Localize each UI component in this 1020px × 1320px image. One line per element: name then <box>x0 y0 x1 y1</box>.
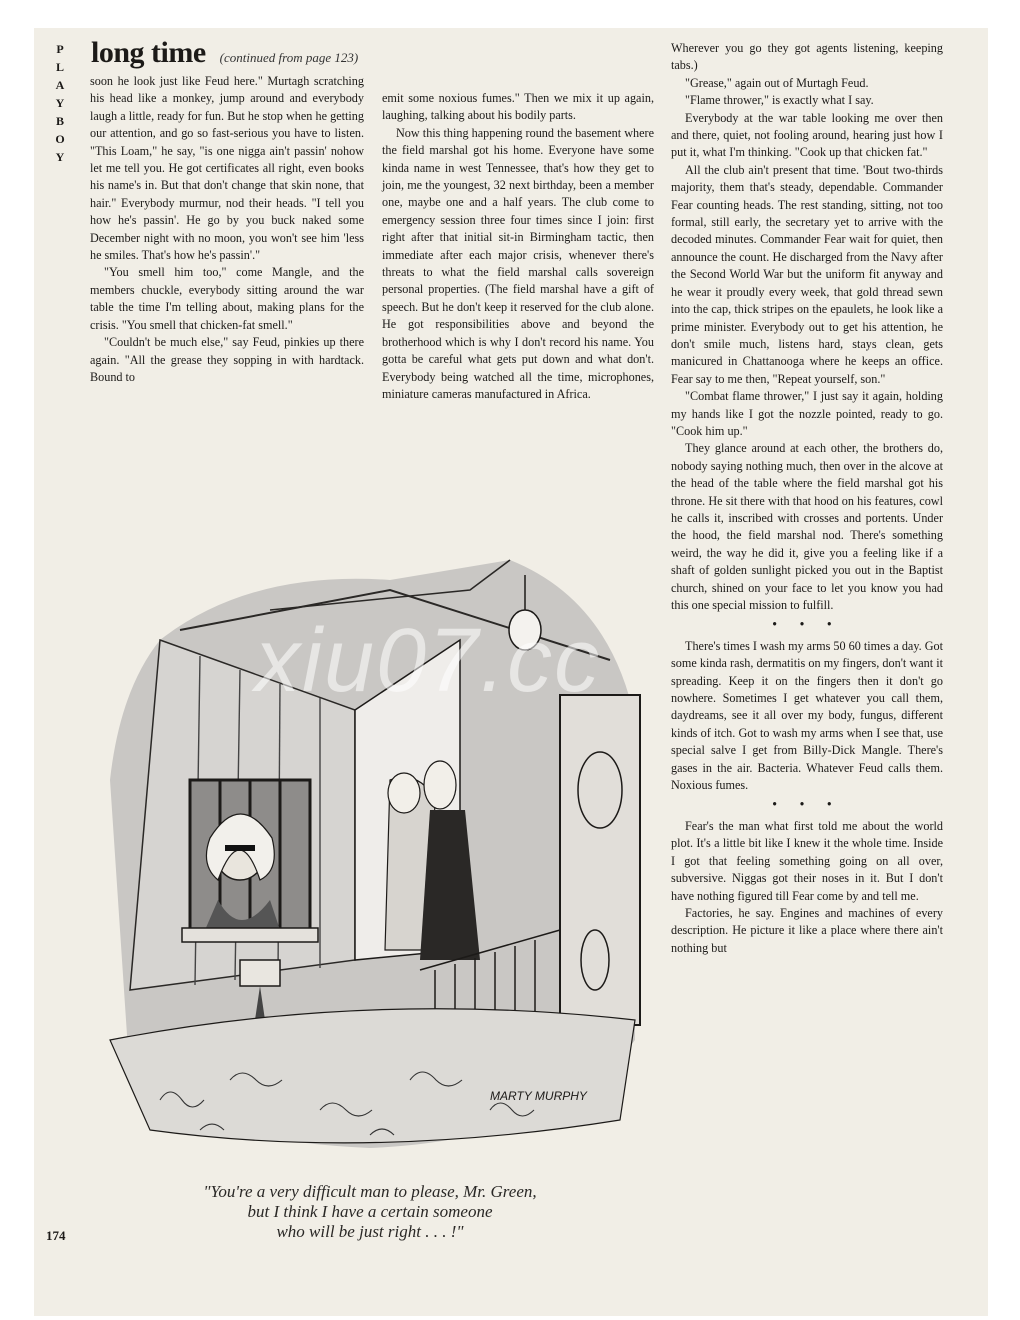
section-separator: • • • <box>772 797 842 812</box>
paragraph: "Couldn't be much else," say Feud, pinkies up there again. "All the grease they sopping in with hardtack. Bound to <box>90 335 364 384</box>
magazine-letter: Y <box>55 150 65 164</box>
magazine-letter: L <box>55 60 64 74</box>
magazine-letter: A <box>55 78 65 92</box>
watermark: xiu07.cc <box>255 611 602 711</box>
artist-signature: MARTY MURPHY <box>490 1089 587 1103</box>
paragraph: They glance around at each other, the brothers do, nobody saying nothing much, then over in the alcove at the head of the table where the field marshal got his throne. He sit there with that hood on his features, cowl he calls it, inscribed with crosses and portents. Under the hood, the field marshal nod. There's something weird, the way he did it, give you a feeling like if a shaft of golden sunlight picked you out in the Baptist church, shined on your face to let you know you had this one special mission to fulfill. <box>671 441 943 612</box>
article-title: long time <box>91 36 206 69</box>
paragraph: "Combat flame thrower," I just say it again, holding my hands like I got the nozzle pointed, ready to go. "Cook him up." <box>671 389 943 438</box>
paragraph: Everybody at the war table looking me over then and there, quiet, not fooling around, hearing just how I put it, what I'm thinking. "Cook up that chicken fat." <box>671 110 943 160</box>
cartoon-illustration <box>90 520 650 1170</box>
magazine-name-vertical <box>51 40 69 166</box>
cartoon-caption <box>120 1182 620 1242</box>
paragraph: emit some noxious fumes." Then we mix it up again, laughing, talking about his bodily parts. <box>382 91 654 123</box>
magazine-letter: B <box>55 114 64 128</box>
caption-line: "You're a very difficult man to please, Mr. Green, <box>203 1182 537 1201</box>
section-separator: • • • <box>772 617 842 632</box>
paragraph: Now this thing happening round the basement where the field marshal got his home. Everyone have some kinda name in west Tennessee, that's how they get to join, me the youngest, 32 next birthday, been a member one, maybe one and a half years. The club come to emergency session three four times since I join: first right after that initial sit-in Birmingham tactic, then immediate after each major crisis, whenever there's threats to what the field marshal calls sovereign personal properties. (The field marshal have a gift of speech. But he don't keep it reserved for the club alone. He got responsibilities above and beyond the brotherhood which is why I don't record his name. You gotta be careful what gets put down and what don't. Everybody being watched all the time, microphones, miniature cameras manufactured in Africa. <box>382 125 654 401</box>
page-number: 174 <box>46 1228 66 1243</box>
text-column-3 <box>671 40 943 957</box>
paragraph: "Grease," again out of Murtagh Feud. <box>685 75 869 90</box>
paragraph: Wherever you go they got agents listening, keeping tabs.) <box>671 41 943 73</box>
paragraph: All the club ain't present that time. 'Bout two-thirds majority, them that's steady, dependable. Commander Fear counting heads. The rest standing, sitting, not too formal, still early, the secretary yet to arrive with the decoded minutes. Commander Fear wait for quiet, then announce the count. He discharged from the Navy after the Second World War but the uniform fit anyway and he wear it proudly every week, that gold thread sewn into the cap, thick stripes on the epaulets, he look like a prime minister. Everybody out to get his attention, he don't smile much, listens hard, stays clean, gets manicured in Chattanooga where he keeps an office. Fear say to me then, "Repeat yourself, son." <box>671 162 943 386</box>
text-column-1 <box>90 73 364 386</box>
caption-line: who will be just right . . . !" <box>276 1222 464 1241</box>
paragraph: "Flame thrower," is exactly what I say. <box>685 93 874 108</box>
magazine-letter: P <box>56 42 64 56</box>
paragraph: There's times I wash my arms 50 60 times a day. Got some kinda rash, dermatitis on my fingers, don't want it spreading. Keep it on the fingers then it don't go nowhere. Sometimes I get whatever you call them, daydreams, see it all over my body, fungus, different kinds of itch. Got to wash my arms when I see that, use special salve I get from Billy-Dick Mangle. There's gases in the air. Bacteria. Whatever Feud calls them. Noxious fumes. <box>671 638 943 793</box>
continued-note: (continued from page 123) <box>219 50 359 65</box>
paragraph: soon he look just like Feud here." Murtagh scratching his head like a monkey, jump around and everybody laugh a little, ready for fun. But he stop when he getting our attention, and go so fast-serious you have to listen. "This Loam," he say, "is one nigga ain't passin' nohow let me tell you. He got certificates all right, even books his name's in. But that don't change that skin none, that hair." Everybody murmur, nod their heads. "I tell you how he's passin'. He go by you buck naked some December night with no moon, you won't see him 'less he smiles. That's how he's passin'." <box>90 74 364 263</box>
magazine-letter: Y <box>55 96 65 110</box>
paragraph: Factories, he say. Engines and machines of every description. He picture it like a place where there ain't nothing but <box>671 905 943 955</box>
paragraph: Fear's the man what first told me about the world plot. It's a little bit like I knew it the whole time. Inside I got that feeling something going on all over, subversive. Niggas got their noses in it. But I don't have nothing figured till Fear come by and tell me. <box>671 818 943 903</box>
article-headline <box>91 36 358 70</box>
paragraph: "You smell him too," come Mangle, and the members chuckle, everybody sitting around the war table the time I'm telling about, making plans for the crisis. "You smell that chicken-fat smell." <box>90 265 364 332</box>
magazine-letter: O <box>55 132 65 146</box>
caption-line: but I think I have a certain someone <box>247 1202 493 1221</box>
text-column-2 <box>382 90 654 403</box>
